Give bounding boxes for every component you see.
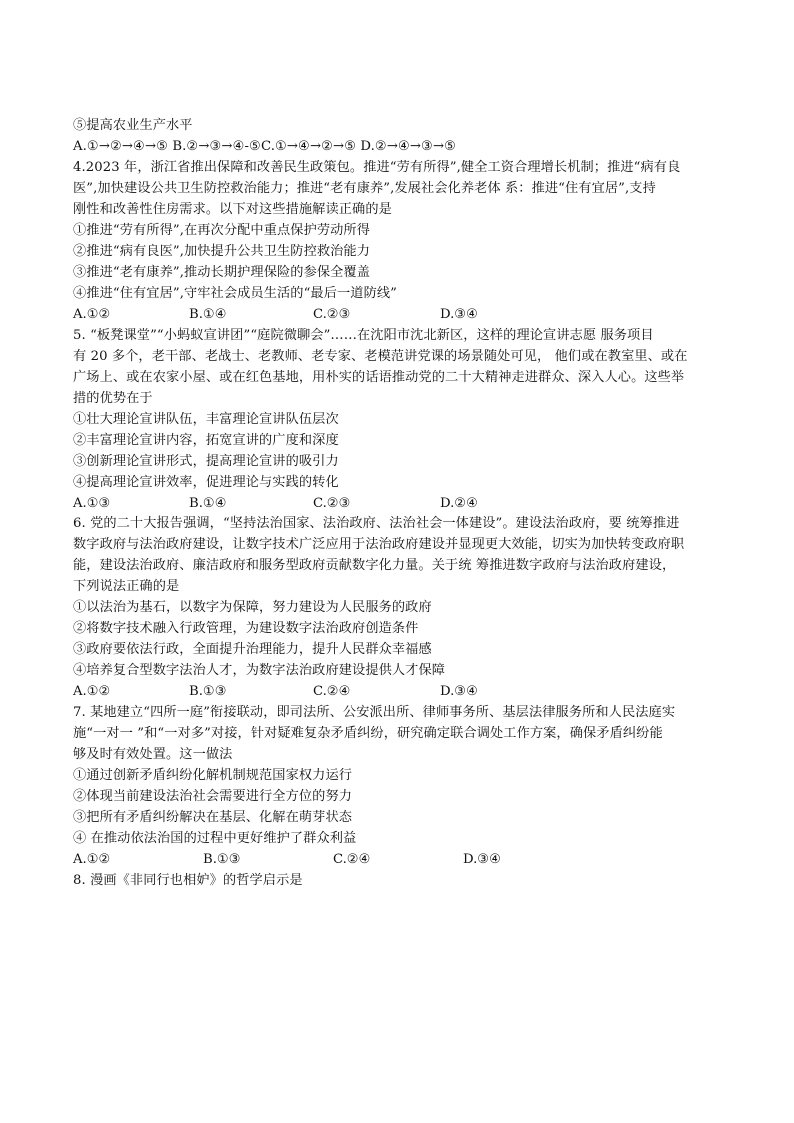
q4-option-b: B.①④	[189, 307, 227, 322]
q5-item-4: ④提高理论宣讲效率，促进理论与实践的转化	[73, 475, 339, 490]
q5-stem-line-4: 措的优势在于	[73, 391, 153, 406]
q6-option-a: A.①②	[73, 684, 111, 699]
q7-item-1: ①通过创新矛盾纠纷化解机制规范国家权力运行	[73, 768, 353, 783]
q4-item-1: ①推进“劳有所得”,在再次分配中重点保护劳动所得	[73, 223, 371, 238]
q4-item-3: ③推进“老有康养”,推动长期护理保险的参保全覆盖	[73, 265, 371, 280]
q6-stem-line-1: 6. 党的二十大报告强调，“坚持法治国家、法治政府、法治社会一体建设”。建设法治政府，要 统筹推进	[73, 516, 680, 531]
q4-stem-line-3: 刚性和改善性住房需求。以下对这些措施解读正确的是	[73, 202, 392, 217]
q5-item-2: ②丰富理论宣讲内容，拓宽宣讲的广度和深度	[73, 433, 339, 448]
q6-stem-line-2: 数字政府与法治政府建设，让数字技术广泛应用于法治政府建设并显现更大效能，切实为加快转变政府职	[73, 537, 685, 552]
q7-stem-line-2: 施“一对一 ”和“一对多”对接，针对疑难复杂矛盾纠纷，研究确定联合调处工作方案，确保矛盾纠纷能	[73, 726, 663, 741]
q5-option-d: D.②④	[440, 496, 478, 511]
q6-stem-line-4: 下列说法正确的是	[73, 579, 180, 594]
q7-item-3: ③把所有矛盾纠纷解决在基层、化解在萌芽状态	[73, 810, 353, 825]
q4-stem-line-2: 医”,加快建设公共卫生防控救治能力；推进“老有康养”,发展社会化养老体 系：推进“住有宜居”,支持	[73, 181, 656, 196]
q7-item-4: ④ 在推动依法治国的过程中更好维护了群众利益	[73, 831, 357, 846]
q6-item-2: ②将数字技术融入行政管理，为建设数字法治政府创造条件	[73, 621, 419, 636]
q5-stem-line-2: 有 20 多个，老干部、老战士、老教师、老专家、老模范讲党课的场景随处可见， 他们或在教室里、或在	[73, 349, 688, 364]
q5-stem-line-3: 广场上、或在农家小屋、或在红色基地，用朴实的话语推动党的二十大精神走进群众、深入人心。这些举	[73, 370, 685, 385]
q5-option-c: C.②③	[313, 496, 351, 511]
q7-option-b: B.①③	[203, 852, 241, 867]
q6-item-4: ④培养复合型数字法治人才，为数字法治政府建设提供人才保障	[73, 663, 446, 678]
q7-option-c: C.②④	[333, 852, 371, 867]
q7-option-d: D.③④	[463, 852, 501, 867]
q7-item-2: ②体现当前建设法治社会需要进行全方位的努力	[73, 789, 353, 804]
q5-option-a: A.①③	[73, 496, 111, 511]
q6-stem-line-3: 能，建设法治政府、廉洁政府和服务型政府贡献数字化力量。关于统 筹推进数字政府与法治政府建设，	[73, 558, 676, 573]
q6-item-3: ③政府要依法行政，全面提升治理能力，提升人民群众幸福感	[73, 642, 432, 657]
q5-item-3: ③创新理论宣讲形式，提高理论宣讲的吸引力	[73, 454, 339, 469]
q7-stem-line-1: 7. 某地建立“四所一庭”衔接联动，即司法所、公安派出所、律师事务所、基层法律服务所和人民法庭实	[73, 705, 676, 720]
q4-option-c: C.②③	[313, 307, 351, 322]
q5-option-b: B.①④	[189, 496, 227, 511]
q7-stem-line-3: 够及时有效处置。这一做法	[73, 747, 233, 762]
q5-item-1: ①壮大理论宣讲队伍，丰富理论宣讲队伍层次	[73, 412, 339, 427]
q8-stem: 8. 漫画《非同行也相妒》的哲学启示是	[73, 873, 303, 888]
q3-options: A.①→②→④→⑤ B.②→③→④-⑤C.①→④→②→⑤ D.②→④→③→⑤	[73, 139, 457, 154]
q3-item-5: ⑤提高农业生产水平	[73, 118, 193, 133]
q4-stem-line-1: 4.2023 年，浙江省推出保障和改善民生政策包。推进“劳有所得”,健全工资合理增长机制；推进“病有良	[73, 160, 681, 175]
q4-item-4: ④推进“住有宜居”,守牢社会成员生活的“最后一道防线”	[73, 286, 397, 301]
q4-option-a: A.①②	[73, 307, 111, 322]
q7-option-a: A.①②	[73, 852, 111, 867]
q6-option-b: B.①③	[189, 684, 227, 699]
q5-stem-line-1: 5. “板凳课堂”“小蚂蚁宣讲团”“庭院微聊会”……在沈阳市沈北新区，这样的理论宣讲志愿 服务项目	[73, 328, 654, 343]
q6-option-c: C.②④	[313, 684, 351, 699]
q6-option-d: D.③④	[440, 684, 478, 699]
q4-option-d: D.③④	[440, 307, 478, 322]
q6-item-1: ①以法治为基石，以数字为保障，努力建设为人民服务的政府	[73, 600, 432, 615]
q4-item-2: ②推进“病有良医”,加快提升公共卫生防控救治能力	[73, 244, 371, 259]
